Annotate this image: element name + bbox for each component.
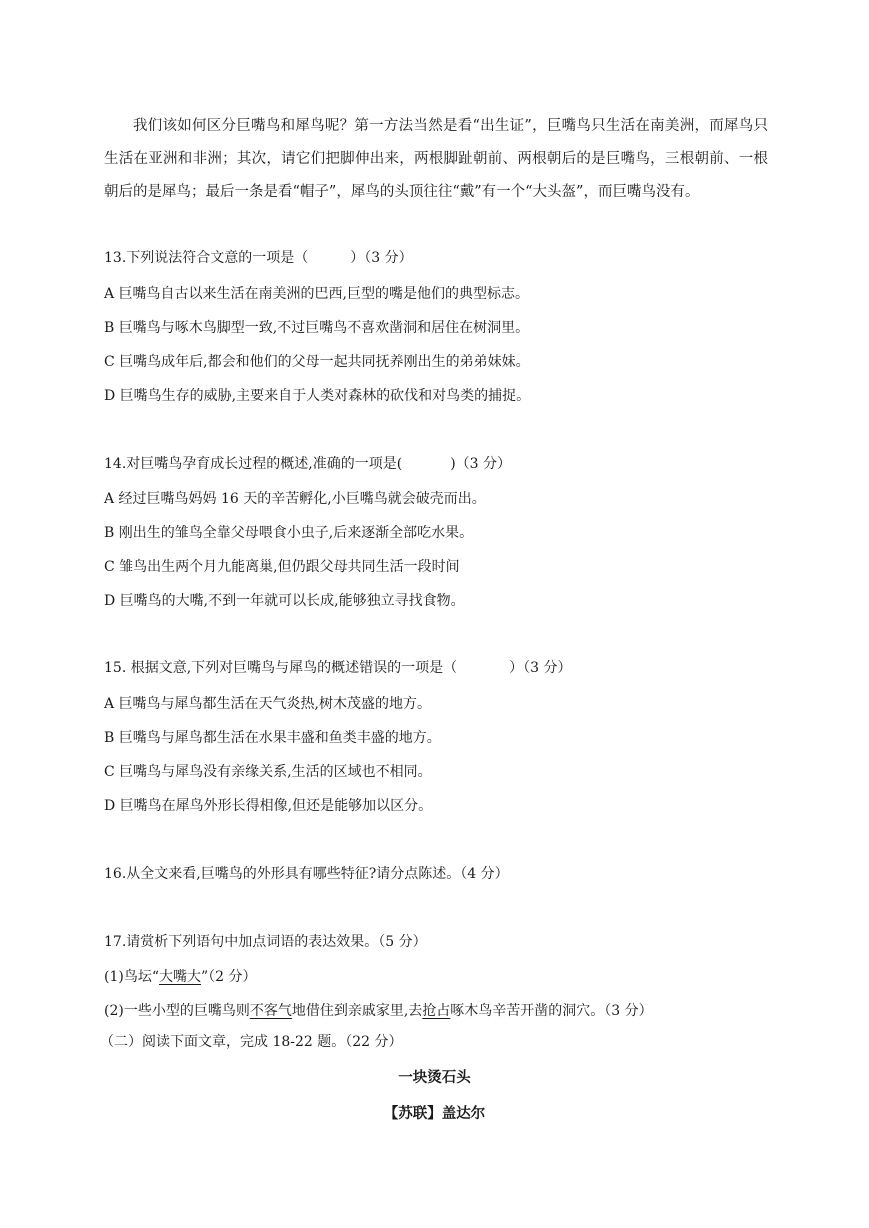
question-15-points: ）（3 分） xyxy=(509,660,572,676)
question-17-item-1-underlined: 大嘴大 xyxy=(159,969,201,985)
question-15-stem xyxy=(104,658,572,678)
question-17-item-1 xyxy=(104,967,257,987)
question-17-item-2-underlined-1: 不客气 xyxy=(249,1003,292,1019)
question-13-stem xyxy=(104,248,413,268)
question-15-option-b: B 巨嘴鸟与犀鸟都生活在水果丰盛和鱼类丰盛的地方。 xyxy=(104,730,441,746)
question-15-option-d: D 巨嘴鸟在犀鸟外形长得相像,但还是能够加以区分。 xyxy=(104,798,433,814)
article-author: 【苏联】盖达尔 xyxy=(383,1105,486,1122)
question-17-item-2-suffix: 啄木鸟辛苦开凿的洞穴。（3 分） xyxy=(450,1003,653,1019)
article-title: 一块烫石头 xyxy=(398,1069,471,1086)
question-15-option-c: C 巨嘴鸟与犀鸟没有亲缘关系,生活的区域也不相同。 xyxy=(104,764,432,780)
question-13-option-a: A 巨嘴鸟自古以来生活在南美洲的巴西,巨型的嘴是他们的典型标志。 xyxy=(104,286,530,302)
question-14-option-b: B 刚出生的雏鸟全靠父母喂食小虫子,后来逐渐全部吃水果。 xyxy=(104,525,474,541)
question-13-option-b: B 巨嘴鸟与啄木鸟脚型一致,不过巨嘴鸟不喜欢凿洞和居住在树洞里。 xyxy=(104,320,530,336)
question-14-stem-text: 14.对巨嘴鸟孕育成长过程的概述,准确的一项是( xyxy=(104,456,403,472)
question-14-option-a: A 经过巨嘴鸟妈妈 16 天的辛苦孵化,小巨嘴鸟就会破壳而出。 xyxy=(104,491,486,507)
question-17-item-2 xyxy=(104,1001,653,1021)
question-15-option-a: A 巨嘴鸟与犀鸟都生活在天气炎热,树木茂盛的地方。 xyxy=(104,696,432,712)
question-14-option-d: D 巨嘴鸟的大嘴,不到一年就可以长成,能够独立寻找食物。 xyxy=(104,593,465,609)
question-13-option-d: D 巨嘴鸟生存的威胁,主要来自于人类对森林的砍伐和对鸟类的捕捉。 xyxy=(104,388,531,404)
question-15-stem-text: 15. 根据文意,下列对巨嘴鸟与犀鸟的概述错误的一项是（ xyxy=(104,660,458,676)
question-17-stem: 17.请赏析下列语句中加点词语的表达效果。（5 分） xyxy=(104,934,427,950)
question-14-stem xyxy=(104,454,511,474)
question-17-item-2-underlined-2: 抢占 xyxy=(422,1003,451,1019)
question-17-item-1-suffix: ”（2 分） xyxy=(201,969,257,985)
question-17-item-1-prefix: (1)鸟坛“ xyxy=(104,969,159,985)
question-17-item-2-middle: 地借住到亲戚家里,去 xyxy=(291,1003,423,1019)
section-2-heading: （二）阅读下面文章，完成 18-22 题。（22 分） xyxy=(100,1034,403,1050)
question-13-option-c: C 巨嘴鸟成年后,都会和他们的父母一起共同抚养刚出生的弟弟妹妹。 xyxy=(104,354,530,370)
question-16-stem: 16.从全文来看,巨嘴鸟的外形具有哪些特征?请分点陈述。（4 分） xyxy=(104,866,509,882)
question-17-item-2-prefix: (2)一些小型的巨嘴鸟则 xyxy=(104,1003,250,1019)
question-14-option-c: C 雏鸟出生两个月九能离巢,但仍跟父母共同生活一段时间 xyxy=(104,559,460,575)
question-13-points: ）（3 分） xyxy=(350,250,413,266)
passage-paragraph: 我们该如何区分巨嘴鸟和犀鸟呢？第一方法当然是看“出生证”，巨嘴鸟只生活在南美洲，而犀鸟只生活在亚洲和非洲；其次，请它们把脚伸出来，两根脚趾朝前、两根朝后的是巨嘴鸟，三根朝前、一根朝后的是犀鸟；最后一条是看“帽子”，犀鸟的头顶往往“戴”有一个“大头盔”，而巨嘴鸟没有。 xyxy=(104,118,768,200)
question-14-points: )（3 分） xyxy=(450,456,512,472)
question-13-stem-text: 13.下列说法符合文意的一项是（ xyxy=(104,250,309,266)
